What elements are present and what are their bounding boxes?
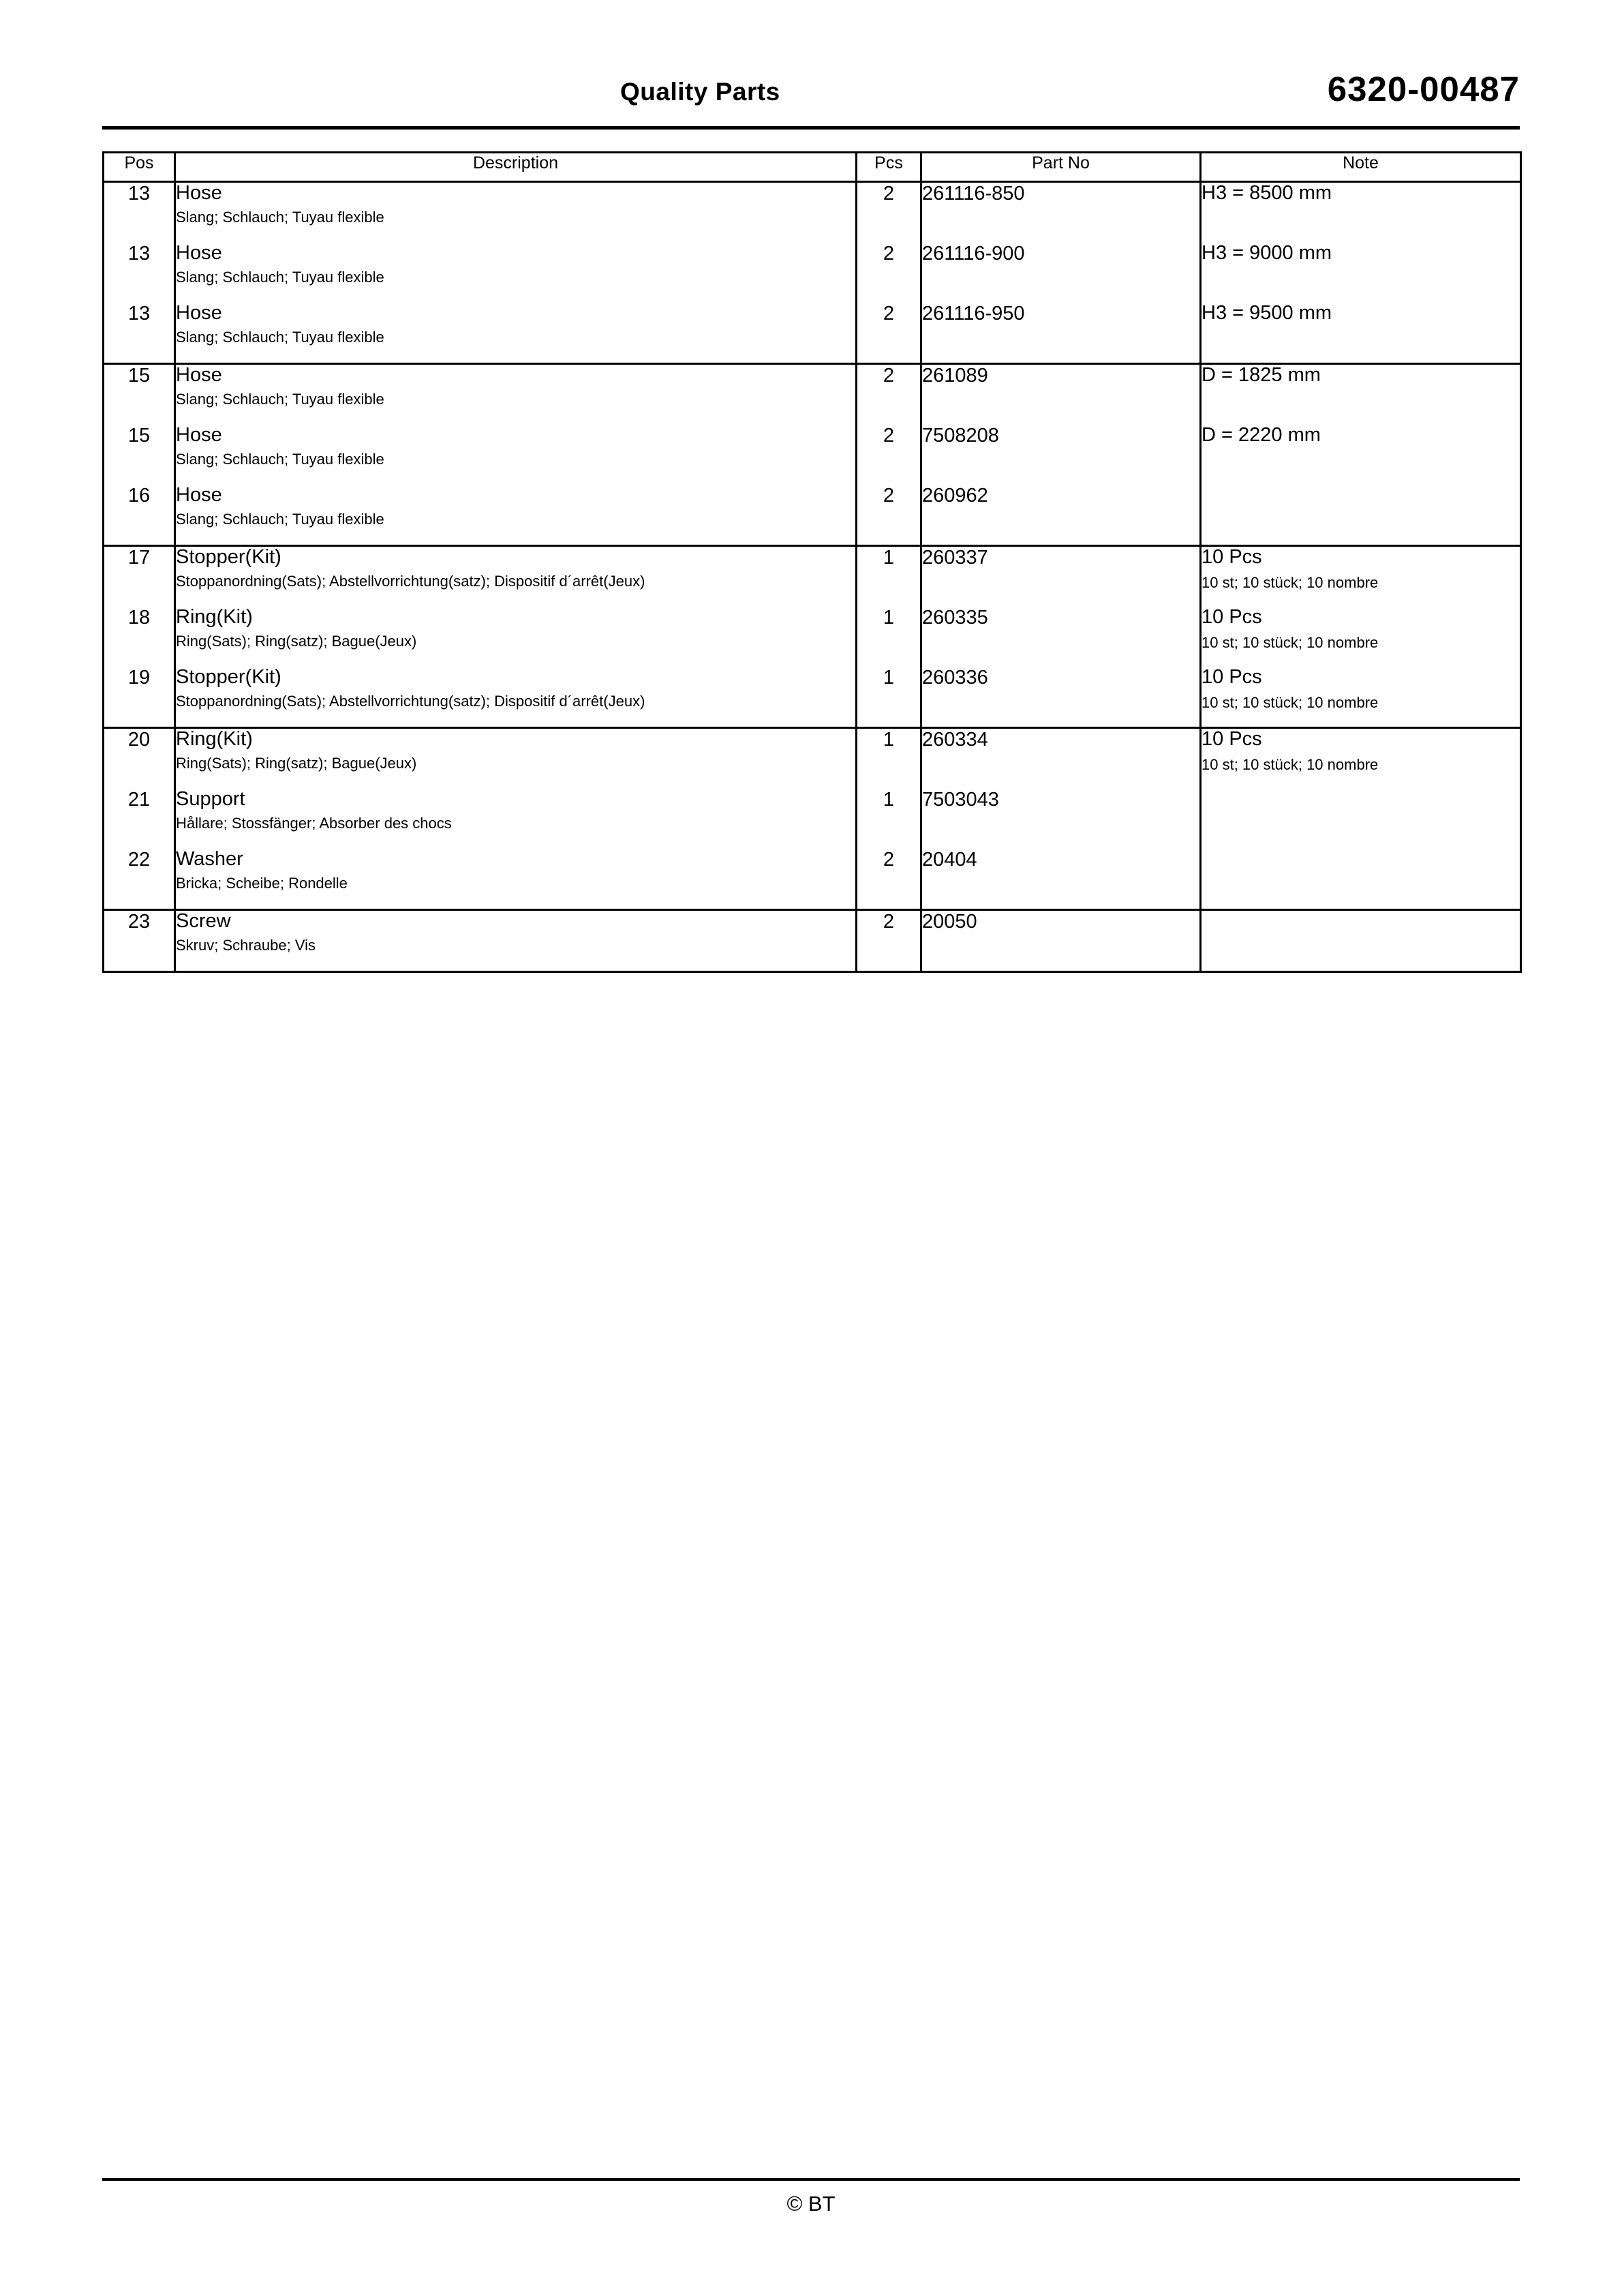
part-name-translations: Bricka; Scheibe; Rondelle — [176, 874, 348, 892]
cell-description — [175, 425, 857, 485]
part-name: Screw — [176, 910, 231, 932]
parts-table — [102, 151, 1522, 973]
note-translations: 10 st; 10 stück; 10 nombre — [1202, 633, 1379, 651]
cell-pcs: 2 — [857, 303, 921, 364]
cell-note — [1201, 182, 1521, 243]
part-name-translations: Ring(Sats); Ring(satz); Bague(Jeux) — [176, 754, 417, 772]
column-header-pcs: Pcs — [857, 153, 921, 182]
cell-pos: 19 — [104, 667, 175, 728]
cell-description — [175, 849, 857, 910]
note-text: 10 Pcs — [1202, 546, 1262, 568]
document-number: 6320-00487 — [1327, 70, 1520, 108]
part-name-translations: Stoppanordning(Sats); Abstellvorrichtung(satz); Dispositif d´arrêt(Jeux) — [176, 572, 645, 590]
cell-note — [1201, 910, 1521, 972]
part-name-translations: Slang; Schlauch; Tuyau flexible — [176, 268, 384, 286]
cell-part-no: 260336 — [921, 667, 1201, 728]
cell-description — [175, 546, 857, 607]
part-name: Stopper(Kit) — [176, 546, 281, 568]
table-row — [104, 728, 1521, 789]
part-name: Hose — [176, 242, 222, 264]
cell-pcs: 2 — [857, 243, 921, 303]
cell-pos: 13 — [104, 303, 175, 364]
cell-pos: 15 — [104, 425, 175, 485]
cell-part-no: 260335 — [921, 607, 1201, 667]
cell-pos: 13 — [104, 243, 175, 303]
table-row — [104, 607, 1521, 667]
cell-part-no: 261089 — [921, 364, 1201, 425]
cell-description — [175, 243, 857, 303]
cell-pos: 22 — [104, 849, 175, 910]
table-row — [104, 364, 1521, 425]
cell-pcs: 1 — [857, 789, 921, 849]
cell-pos: 20 — [104, 728, 175, 789]
cell-note — [1201, 485, 1521, 546]
part-name-translations: Ring(Sats); Ring(satz); Bague(Jeux) — [176, 632, 417, 650]
cell-note — [1201, 243, 1521, 303]
cell-note — [1201, 303, 1521, 364]
cell-pcs: 1 — [857, 546, 921, 607]
cell-pos: 23 — [104, 910, 175, 972]
part-name: Hose — [176, 424, 222, 446]
cell-pcs: 1 — [857, 667, 921, 728]
cell-description — [175, 364, 857, 425]
note-text: D = 1825 mm — [1202, 364, 1321, 386]
parts-table-body — [104, 182, 1521, 972]
cell-pcs: 1 — [857, 728, 921, 789]
cell-note — [1201, 789, 1521, 849]
part-name-translations: Slang; Schlauch; Tuyau flexible — [176, 450, 384, 468]
part-name-translations: Slang; Schlauch; Tuyau flexible — [176, 208, 384, 226]
note-text: 10 Pcs — [1202, 666, 1262, 688]
cell-pos: 18 — [104, 607, 175, 667]
cell-description — [175, 910, 857, 972]
cell-description — [175, 667, 857, 728]
cell-pcs: 2 — [857, 485, 921, 546]
part-name: Hose — [176, 484, 222, 506]
table-row — [104, 243, 1521, 303]
cell-part-no: 261116-900 — [921, 243, 1201, 303]
part-name: Hose — [176, 364, 222, 386]
note-text: 10 Pcs — [1202, 728, 1262, 750]
cell-description — [175, 485, 857, 546]
cell-part-no: 20050 — [921, 910, 1201, 972]
cell-pcs: 2 — [857, 849, 921, 910]
part-name: Hose — [176, 302, 222, 324]
cell-pcs: 2 — [857, 182, 921, 243]
note-text: H3 = 9500 mm — [1202, 302, 1332, 324]
table-row — [104, 667, 1521, 728]
part-name: Ring(Kit) — [176, 606, 253, 628]
column-header-part-no: Part No — [921, 153, 1201, 182]
table-row — [104, 789, 1521, 849]
cell-pcs: 2 — [857, 910, 921, 972]
note-text: H3 = 8500 mm — [1202, 182, 1332, 204]
cell-note — [1201, 364, 1521, 425]
cell-part-no: 261116-850 — [921, 182, 1201, 243]
column-header-note: Note — [1201, 153, 1521, 182]
cell-pcs: 1 — [857, 607, 921, 667]
cell-pcs: 2 — [857, 425, 921, 485]
part-name-translations: Hållare; Stossfänger; Absorber des chocs — [176, 814, 452, 832]
cell-pos: 21 — [104, 789, 175, 849]
part-name: Support — [176, 788, 245, 810]
cell-description — [175, 607, 857, 667]
part-name-translations: Slang; Schlauch; Tuyau flexible — [176, 390, 384, 408]
footer-divider — [102, 2178, 1520, 2181]
note-translations: 10 st; 10 stück; 10 nombre — [1202, 573, 1379, 591]
cell-note — [1201, 849, 1521, 910]
note-text: D = 2220 mm — [1202, 424, 1321, 446]
part-name: Hose — [176, 182, 222, 204]
cell-note — [1201, 425, 1521, 485]
cell-part-no: 7503043 — [921, 789, 1201, 849]
part-name-translations: Stoppanordning(Sats); Abstellvorrichtung(satz); Dispositif d´arrêt(Jeux) — [176, 692, 645, 710]
cell-pos: 16 — [104, 485, 175, 546]
cell-pos: 15 — [104, 364, 175, 425]
cell-pos: 17 — [104, 546, 175, 607]
note-translations: 10 st; 10 stück; 10 nombre — [1202, 755, 1379, 773]
cell-note — [1201, 728, 1521, 789]
cell-description — [175, 303, 857, 364]
table-row — [104, 910, 1521, 972]
cell-description — [175, 182, 857, 243]
table-row — [104, 303, 1521, 364]
note-translations: 10 st; 10 stück; 10 nombre — [1202, 693, 1379, 711]
part-name-translations: Slang; Schlauch; Tuyau flexible — [176, 510, 384, 528]
cell-pos: 13 — [104, 182, 175, 243]
cell-note — [1201, 607, 1521, 667]
part-name: Stopper(Kit) — [176, 666, 281, 688]
page-header — [102, 72, 1520, 106]
table-row — [104, 182, 1521, 243]
cell-part-no: 260334 — [921, 728, 1201, 789]
part-name-translations: Slang; Schlauch; Tuyau flexible — [176, 328, 384, 346]
table-row — [104, 425, 1521, 485]
table-row — [104, 485, 1521, 546]
cell-part-no: 261116-950 — [921, 303, 1201, 364]
parts-table-wrapper — [102, 151, 1520, 973]
column-header-pos: Pos — [104, 153, 175, 182]
cell-part-no: 260337 — [921, 546, 1201, 607]
cell-part-no: 7508208 — [921, 425, 1201, 485]
table-row — [104, 849, 1521, 910]
table-row — [104, 546, 1521, 607]
footer-copyright: © BT — [786, 2192, 836, 2216]
note-text: H3 = 9000 mm — [1202, 242, 1332, 264]
cell-pcs: 2 — [857, 364, 921, 425]
header-divider — [102, 126, 1520, 130]
cell-description — [175, 789, 857, 849]
table-header-row — [104, 153, 1521, 182]
cell-description — [175, 728, 857, 789]
page-title: Quality Parts — [620, 78, 780, 106]
part-name: Washer — [176, 848, 243, 870]
cell-part-no: 260962 — [921, 485, 1201, 546]
column-header-description: Description — [175, 153, 857, 182]
cell-note — [1201, 667, 1521, 728]
cell-part-no: 20404 — [921, 849, 1201, 910]
note-text: 10 Pcs — [1202, 606, 1262, 628]
cell-note — [1201, 546, 1521, 607]
part-name-translations: Skruv; Schraube; Vis — [176, 936, 316, 954]
part-name: Ring(Kit) — [176, 728, 253, 750]
